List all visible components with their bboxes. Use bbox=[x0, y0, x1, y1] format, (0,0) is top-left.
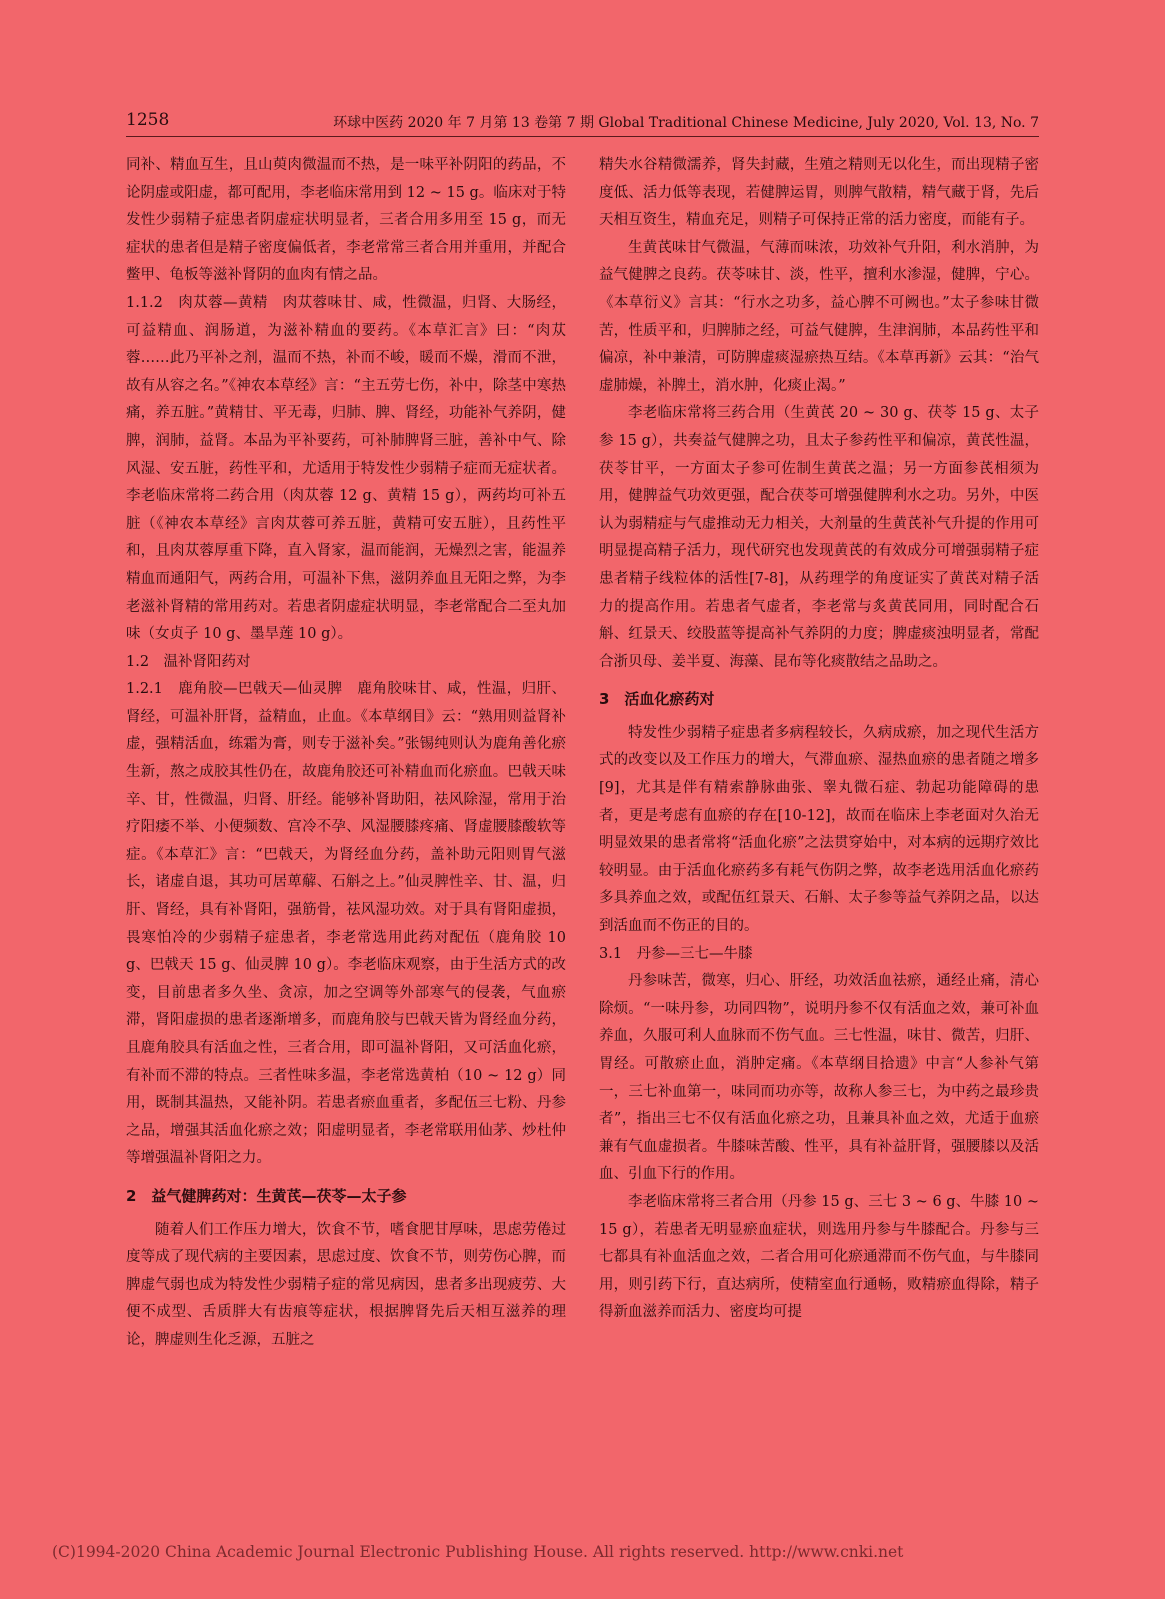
paragraph: 随着人们工作压力增大，饮食不节，嗜食肥甘厚味，思虑劳倦过度等成了现代病的主要因素，思虑过度、饮食不节，则劳伤心脾，而脾虚气弱也成为特发性少弱精子症的常见病因，患者多出现疲劳、大便不成型、舌质胖大有齿痕等症状，根据脾肾先后天相互滋养的理论，脾虚则生化乏源，五脏之 bbox=[126, 1221, 566, 1348]
heading-2: 2 益气健脾药对：生黄芪—茯苓—太子参 bbox=[126, 1186, 407, 1205]
page-number: 1258 bbox=[126, 110, 170, 130]
paragraph: 生黄芪味甘气微温，气薄而味浓，功效补气升阳，利水消肿，为益气健脾之良药。茯苓味甘、淡，性平，擅利水渗湿，健脾，宁心。《本草衍义》言其：“行水之功多，益心脾不可阙也。”太子参味甘微苦，性质平和，归脾肺之经，可益气健脾，生津润肺，本品药性平和偏凉，补中兼清，可防脾虚痰湿瘀热互结。《本草再新》云其：“治气虚肺燥，补脾土，消水肿，化痰止渴。” bbox=[599, 239, 1039, 394]
paragraph: 同补、精血互生，且山萸肉微温而不热，是一味平补阴阳的药品，不论阴虚或阳虚，都可配用，李老临床常用到 12 ~ 15 g。临床对于特发性少弱精子症患者阴虚症状明显者，三者合用多用至 15 g，而无症状的患者但是精子密度偏低者，李老常常三者合用并重用，并配合鳖甲、龟板等滋补肾阴的血肉有情之品。 bbox=[126, 157, 566, 284]
paragraph: 精失水谷精微濡养，肾失封藏，生殖之精则无以化生，而出现精子密度低、活力低等表现，若健脾运胃，则脾气散精，精气藏于肾，先后天相互资生，精血充足，则精子可保持正常的活力密度，而能有子。 bbox=[599, 157, 1039, 229]
right-column bbox=[599, 152, 1039, 1327]
copyright-footer: (C)1994-2020 China Academic Journal Electronic Publishing House. All rights reserved. http://www.cnki.net bbox=[52, 1543, 904, 1561]
heading-3-1: 3.1 丹参—三七—牛膝 bbox=[599, 945, 753, 962]
paragraph: 李老临床常将三药合用（生黄芪 20 ~ 30 g、茯苓 15 g、太子参 15 g），共奏益气健脾之功，且太子参药性平和偏凉，黄芪性温，茯苓甘平，一方面太子参可佐制生黄芪之温；另一方面参芪相须为用，健脾益气功效更强，配合茯苓可增强健脾利水之功。另外，中医认为弱精症与气虚推动无力相关，大剂量的生黄芪补气升提的作用可明显提高精子活力，现代研究也发现黄芪的有效成分可增强弱精子症患者精子线粒体的活性[7-8]，从药理学的角度证实了黄芪对精子活力的提高作用。若患者气虚者，李老常与炙黄芪同用，同时配合石斛、红景天、绞股蓝等提高补气养阴的力度；脾虚痰浊明显者，常配合浙贝母、姜半夏、海藻、昆布等化痰散结之品助之。 bbox=[599, 405, 1039, 670]
section-1-2-1: 1.2.1 鹿角胶—巴戟天—仙灵脾 鹿角胶味甘、咸，性温，归肝、肾经，可温补肝肾，益精血，止血。《本草纲目》云：“熟用则益肾补虚，强精活血，练霜为膏，则专于滋补矣。”张锡纯则认为鹿角善化瘀生新，熬之成胶其性仍在，故鹿角胶还可补精血而化瘀血。巴戟天味辛、甘，性微温，归肾、肝经。能够补肾助阳，祛风除湿，常用于治疗阳痿不举、小便频数、宫冷不孕、风湿腰膝疼痛、肾虚腰膝酸软等症。《本草汇》言：“巴戟天，为肾经血分药，盖补助元阳则胃气滋长，诸虚自退，其功可居萆薢、石斛之上。”仙灵脾性辛、甘、温，归肝、肾经，具有补肾阳，强筋骨，祛风湿功效。对于具有肾阳虚损，畏寒怕冷的少弱精子症患者，李老常选用此药对配伍（鹿角胶 10 g、巴戟天 15 g、仙灵脾 10 g）。李老临床观察，由于生活方式的改变，目前患者多久坐、贪凉，加之空调等外部寒气的侵袭，气血瘀滞，肾阳虚损的患者逐渐增多，而鹿角胶与巴戟天皆为肾经血分药，且鹿角胶具有活血之性，三者合用，即可温补肾阳，又可活血化瘀，有补而不滞的特点。三者性味多温，李老常选黄柏（10 ~ 12 g）同用，既制其温热，又能补阴。若患者瘀血重者，多配伍三七粉、丹参之品，增强其活血化瘀之效；阳虚明显者，李老常联用仙茅、炒杜仲等增强温补肾阳之力。 bbox=[126, 681, 566, 1167]
section-1-1-2: 1.1.2 肉苁蓉—黄精 肉苁蓉味甘、咸，性微温，归肾、大肠经，可益精血、润肠道，为滋补精血的要药。《本草汇言》曰：“肉苁蓉……此乃平补之剂，温而不热，补而不峻，暖而不燥，滑而不泄，故有从容之名。”《神农本草经》言：“主五劳七伤，补中，除茎中寒热痛，养五脏。”黄精甘、平无毒，归肺、脾、肾经，功能补气养阴，健脾，润肺，益肾。本品为平补要药，可补肺脾肾三脏，善补中气、除风湿、安五脏，药性平和，尤适用于特发性少弱精子症而无症状者。李老临床常将二药合用（肉苁蓉 12 g、黄精 15 g），两药均可补五脏（《神农本草经》言肉苁蓉可养五脏，黄精可安五脏），且药性平和，且肉苁蓉厚重下降，直入肾家，温而能润，无燥烈之害，能温养精血而通阳气，两药合用，可温补下焦，滋阴养血且无阳之弊，为李老滋补肾精的常用药对。若患者阴虚症状明显，李老常配合二至丸加味（女贞子 10 g、墨旱莲 10 g）。 bbox=[126, 294, 566, 643]
page-header bbox=[126, 110, 1039, 137]
left-column bbox=[126, 152, 566, 1355]
heading-3: 3 活血化瘀药对 bbox=[599, 690, 715, 709]
paragraph: 李老临床常将三者合用（丹参 15 g、三七 3 ~ 6 g、牛膝 10 ~ 15 g），若患者无明显瘀血症状，则选用丹参与牛膝配合。丹参与三七都具有补血活血之效，二者合用可化瘀通滞而不伤气血，与牛膝同用，则引药下行，直达病所，使精室血行通畅，败精瘀血得除，精子得新血滋养而活力、密度均可提 bbox=[599, 1193, 1039, 1321]
paragraph: 特发性少弱精子症患者多病程较长，久病成瘀，加之现代生活方式的改变以及工作压力的增大，气滞血瘀、湿热血瘀的患者随之增多[9]，尤其是伴有精索静脉曲张、睾丸微石症、勃起功能障碍的患者，更是考虑有血瘀的存在[10-12]，故而在临床上李老面对久治无明显效果的患者常将“活血化瘀”之法贯穿始中，对本病的远期疗效比较明显。由于活血化瘀药多有耗气伤阴之弊，故李老选用活血化瘀药多具养血之效，或配伍红景天、石斛、太子参等益气养阴之品，以达到活血而不伤正的目的。 bbox=[599, 724, 1039, 935]
journal-info: 环球中医药 2020 年 7 月第 13 卷第 7 期 Global Traditional Chinese Medicine, July 2020, Vol. 13, No. 7 bbox=[333, 115, 1039, 131]
paragraph: 丹参味苦，微寒，归心、肝经，功效活血祛瘀，通经止痛，清心除烦。“一味丹参，功同四物”，说明丹参不仅有活血之效，兼可补血养血，久服可利人血脉而不伤气血。三七性温，味甘、微苦，归肝、胃经。可散瘀止血，消肿定痛。《本草纲目拾遗》中言“人参补气第一，三七补血第一，味同而功亦等，故称人参三七，为中药之最珍贵者”，指出三七不仅有活血化瘀之功，且兼具补血之效，尤适于血瘀兼有气血虚损者。牛膝味苦酸、性平，具有补益肝肾，强腰膝以及活血、引血下行的作用。 bbox=[599, 973, 1039, 1183]
heading-1-2: 1.2 温补肾阳药对 bbox=[126, 653, 251, 670]
